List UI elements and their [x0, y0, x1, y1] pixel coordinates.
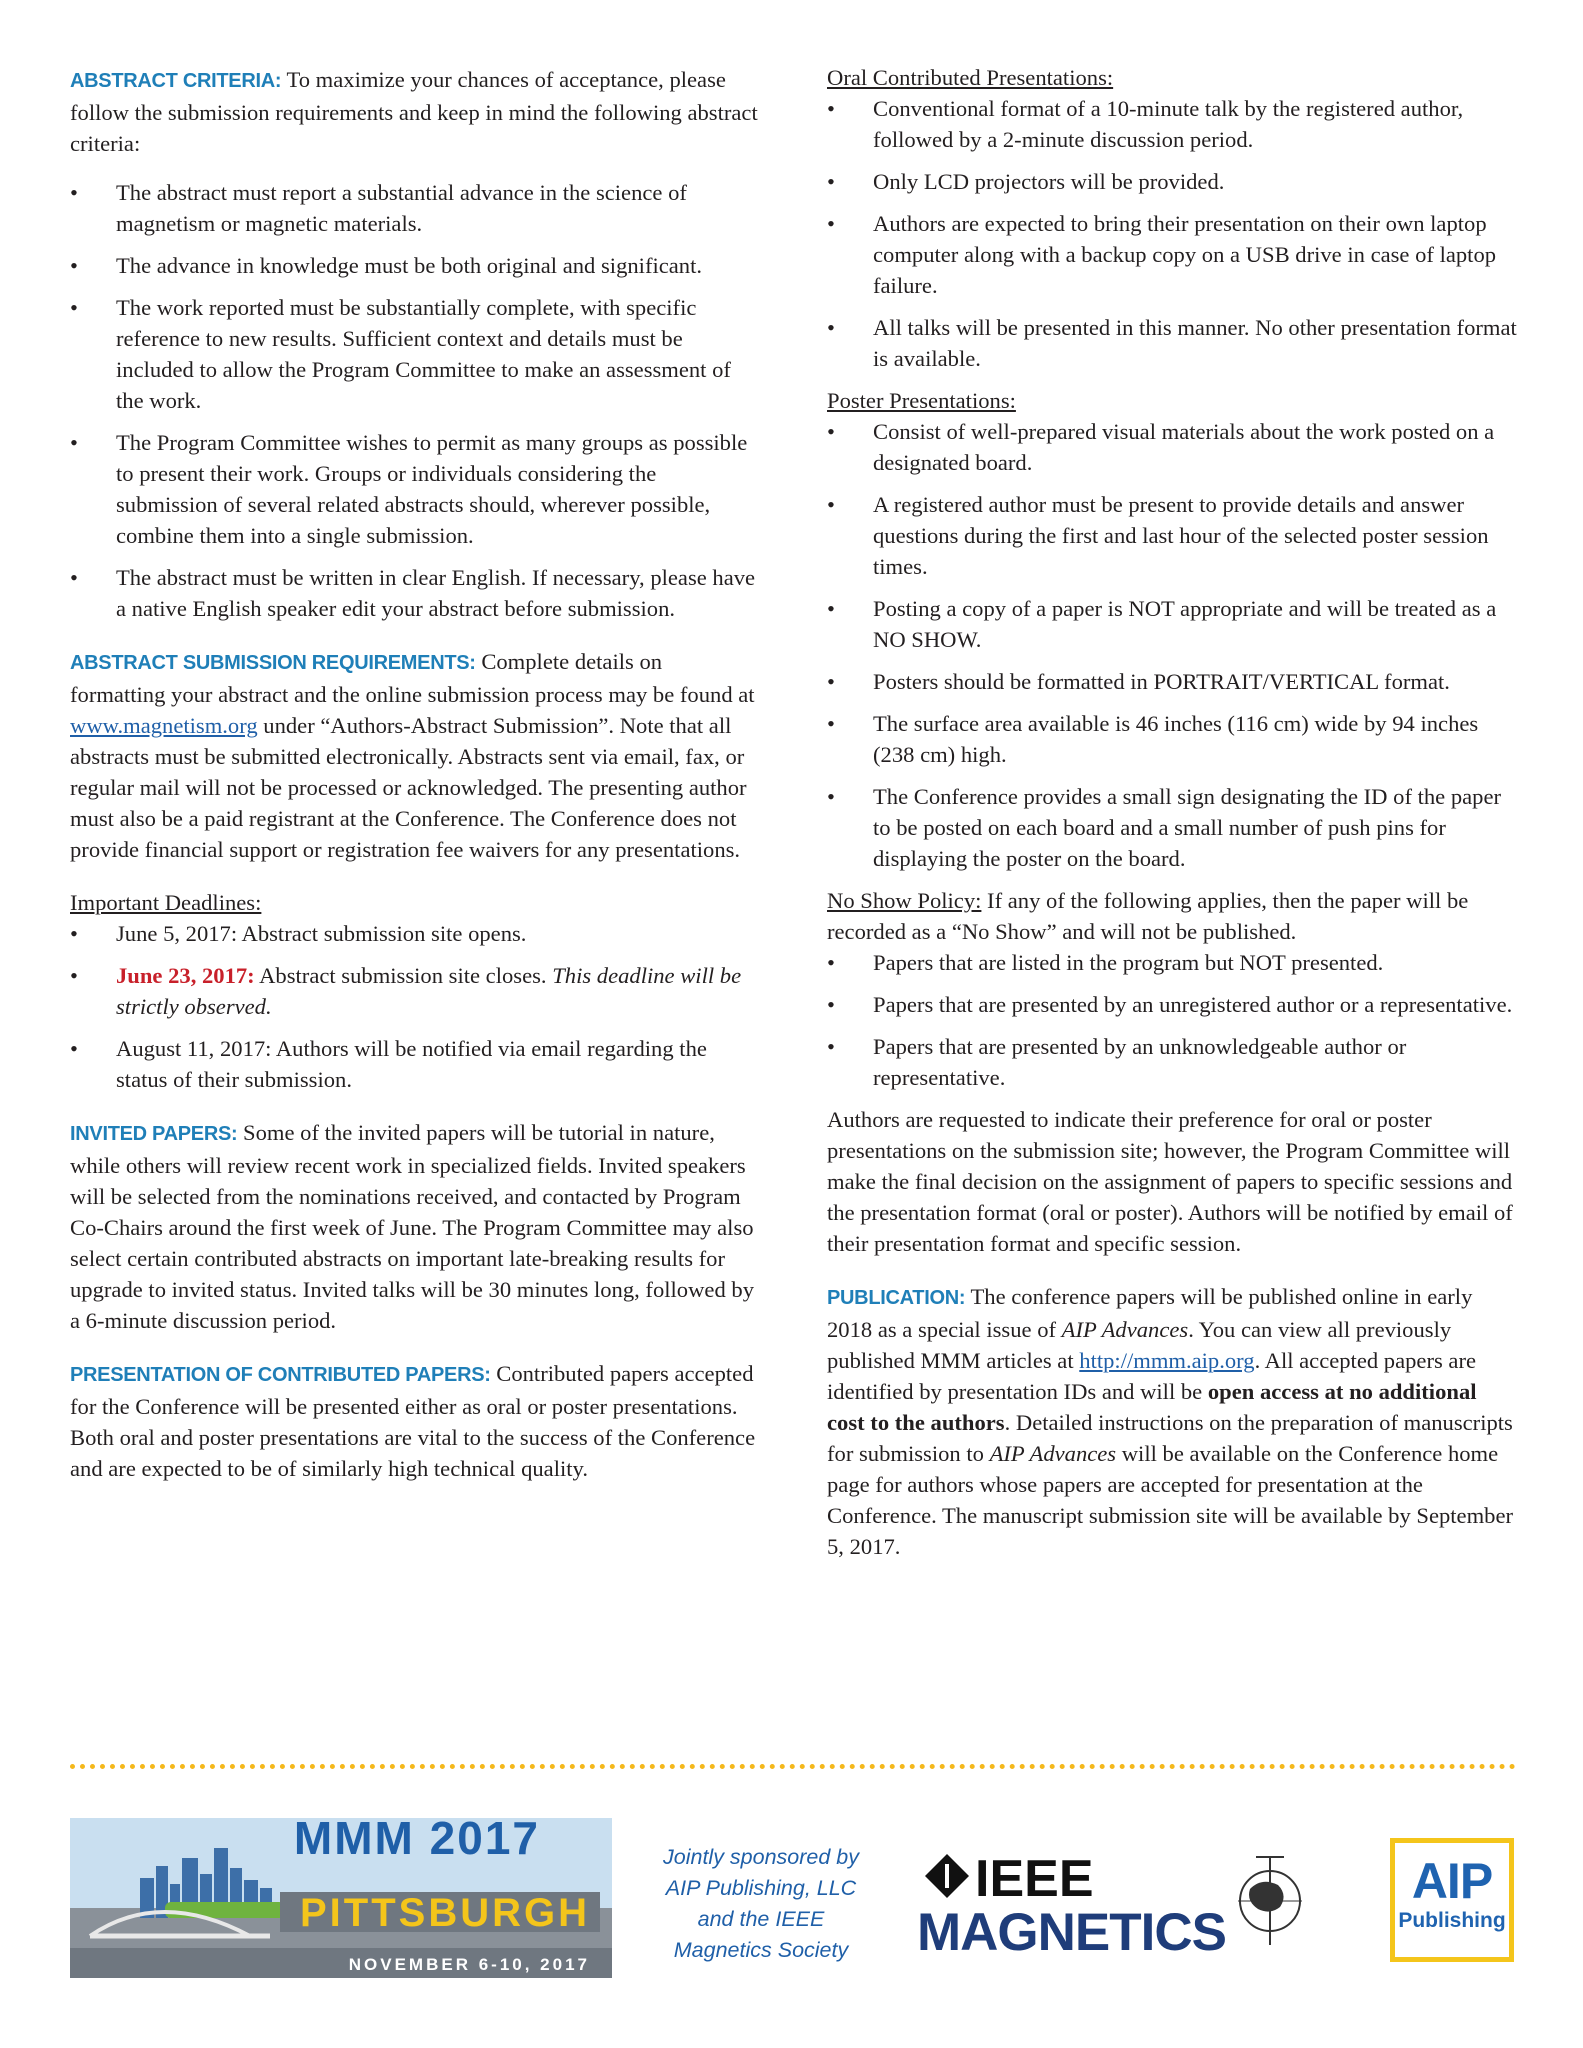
contributed-papers-section [70, 1358, 760, 1484]
poster-heading: Poster Presentations: [827, 388, 1016, 413]
submission-requirements-text-2: under “Authors-Abstract Submission”. Note that all abstracts must be submitted electronically. Abstracts sent via email, fax, or regular mail will not be processed or acknowledged. The presenting author must also be a paid registrant at the Conference. The Conference does not provide financial support or registration fee waivers for any presentations. [70, 713, 747, 862]
abstract-criteria-intro: To maximize your chances of acceptance, please follow the submission requirements and keep in mind the following abstract criteria: [70, 67, 758, 156]
list-item: • Papers that are listed in the program but NOT presented. [827, 947, 1517, 978]
magnetics-text: MAGNETICS [917, 1903, 1226, 1956]
journal-name: AIP Advances [989, 1441, 1117, 1466]
list-item: • The abstract must report a substantial advance in the science of magnetism or magnetic materials. [70, 177, 760, 239]
no-show-heading: No Show Policy: [827, 888, 982, 913]
aip-publishing-logo [1390, 1838, 1514, 1962]
invited-papers-text: Some of the invited papers will be tutorial in nature, while others will review recent work in specialized fields. Invited speakers will be selected from the nominations received, and contacted by Program Co-Chairs around the first week of June. The Program Committee may also select certain contributed abstracts on important late-breaking results for upgrade to invited status. Invited talks will be 30 minutes long, followed by a 6-minute discussion period. [70, 1120, 754, 1333]
publication-heading: PUBLICATION: [827, 1287, 966, 1309]
deadlines-list [70, 918, 760, 1095]
list-item: • The work reported must be substantially complete, with specific reference to new results. Sufficient context and details must be included to allow the Program Committee to make an assessment of the work. [70, 292, 760, 416]
no-show-closing: Authors are requested to indicate their preference for oral or poster presentations on the submission site; however, the Program Committee will make the final decision on the assignment of papers to specific sessions and the presentation format (oral or poster). Authors will be notified by email of their presentation format and specific session. [827, 1107, 1513, 1256]
no-show-intro: If any of the following applies, then the paper will be recorded as a “No Show” and will not be published. [827, 888, 1469, 944]
list-item: • Posters should be formatted in PORTRAIT/VERTICAL format. [827, 666, 1517, 697]
oral-list [827, 93, 1517, 374]
list-item: • June 5, 2017: Abstract submission site opens. [70, 918, 760, 949]
oral-section [827, 62, 1517, 374]
submission-requirements-section [70, 646, 760, 865]
list-item: • Papers that are presented by an unknowledgeable author or representative. [827, 1031, 1517, 1093]
invited-papers-section [70, 1117, 760, 1336]
oral-heading: Oral Contributed Presentations: [827, 65, 1114, 90]
list-item: • Conventional format of a 10-minute talk by the registered author, followed by a 2-minute discussion period. [827, 93, 1517, 155]
mmm-2017-logo [70, 1818, 612, 1978]
deadlines-section [70, 887, 760, 1095]
no-show-section [827, 885, 1517, 1259]
invited-papers-heading: INVITED PAPERS: [70, 1123, 238, 1145]
abstract-criteria-heading: ABSTRACT CRITERIA: [70, 70, 282, 92]
abstract-criteria-list [70, 177, 760, 624]
poster-list [827, 416, 1517, 874]
aip-text: AIP [1411, 1853, 1493, 1909]
list-item: • Only LCD projectors will be provided. [827, 166, 1517, 197]
list-item: • August 11, 2017: Authors will be notified via email regarding the status of their submission. [70, 1033, 760, 1095]
contributed-papers-heading: PRESENTATION OF CONTRIBUTED PAPERS: [70, 1364, 491, 1386]
abstract-criteria-section [70, 64, 760, 624]
ieee-diamond-icon [925, 1854, 969, 1898]
right-column [827, 62, 1517, 1562]
list-item: • June 23, 2017: Abstract submission site closes. This deadline will be strictly observed. [70, 960, 760, 1022]
ieee-text: IEEE [975, 1850, 1094, 1908]
publication-section: PUBLICATION: The conference papers will be published online in early 2018 as a special issue of AIP Advances. You can view all previously published MMM articles at http://mmm.aip.org. All accepted papers are identified by presentation IDs and will be open access at no additional cost to the authors. Detailed instructions on the preparation of manuscripts for submission to AIP Advances will be available on the Conference home page for authors whose papers are accepted for presentation at the Conference. The manuscript submission site will be available by September 5, 2017. [827, 1284, 1514, 1559]
list-item: • Authors are expected to bring their presentation on their own laptop computer along with a backup copy on a USB drive in case of laptop failure. [827, 208, 1517, 301]
list-item: • The surface area available is 46 inches (116 cm) wide by 94 inches (238 cm) high. [827, 708, 1517, 770]
list-item: • A registered author must be present to provide details and answer questions during the first and last hour of the selected poster session times. [827, 489, 1517, 582]
deadline-note: This deadline will be strictly observed. [116, 963, 742, 1019]
left-column [70, 64, 760, 1506]
list-item: • The Conference provides a small sign designating the ID of the paper to be posted on each board and a small number of push pins for displaying the poster on the board. [827, 781, 1517, 874]
magnetism-org-link[interactable]: www.magnetism.org [70, 713, 258, 738]
list-item: • Posting a copy of a paper is NOT appropriate and will be treated as a NO SHOW. [827, 593, 1517, 655]
dotted-divider [70, 1764, 1516, 1769]
deadlines-heading: Important Deadlines: [70, 890, 262, 915]
sponsor-text: Jointly sponsored by AIP Publishing, LLC and the IEEE Magnetics Society [663, 1845, 859, 1962]
globe-icon [1238, 1857, 1302, 1945]
poster-section [827, 385, 1517, 874]
list-item: • The abstract must be written in clear English. If necessary, please have a native English speaker edit your abstract before submission. [70, 562, 760, 624]
list-item: • Consist of well-prepared visual materials about the work posted on a designated board. [827, 416, 1517, 478]
no-show-list [827, 947, 1517, 1093]
open-access-note: open access at no additional cost to the authors [827, 1379, 1477, 1435]
mmm-city: PITTSBURGH [300, 1891, 590, 1935]
mmm-title: MMM 2017 [293, 1818, 540, 1864]
mmm-dates: NOVEMBER 6-10, 2017 [348, 1955, 590, 1974]
list-item: • All talks will be presented in this manner. No other presentation format is available. [827, 312, 1517, 374]
submission-requirements-heading: ABSTRACT SUBMISSION REQUIREMENTS: [70, 652, 476, 674]
submission-requirements-text: Complete details on formatting your abstract and the online submission process may be found at [70, 649, 755, 707]
list-item: • The advance in knowledge must be both original and significant. [70, 250, 760, 281]
list-item: • The Program Committee wishes to permit as many groups as possible to present their work. Groups or individuals considering the submission of several related abstracts should, wherever possible, combine them into a single submission. [70, 427, 760, 551]
deadline-date: June 23, 2017: [116, 963, 255, 988]
mmm-aip-link[interactable]: http://mmm.aip.org [1079, 1348, 1255, 1373]
publishing-text: Publishing [1398, 1909, 1506, 1932]
ieee-magnetics-logo [915, 1846, 1325, 1956]
list-item: • Papers that are presented by an unregistered author or a representative. [827, 989, 1517, 1020]
journal-name: AIP Advances [1061, 1317, 1189, 1342]
contributed-papers-text: Contributed papers accepted for the Conference will be presented either as oral or poster presentations. Both oral and poster presentations are vital to the success of the Conference and are expected to be of similarly high technical quality. [70, 1361, 756, 1481]
pittsburgh-skyline-icon [70, 1818, 612, 1978]
